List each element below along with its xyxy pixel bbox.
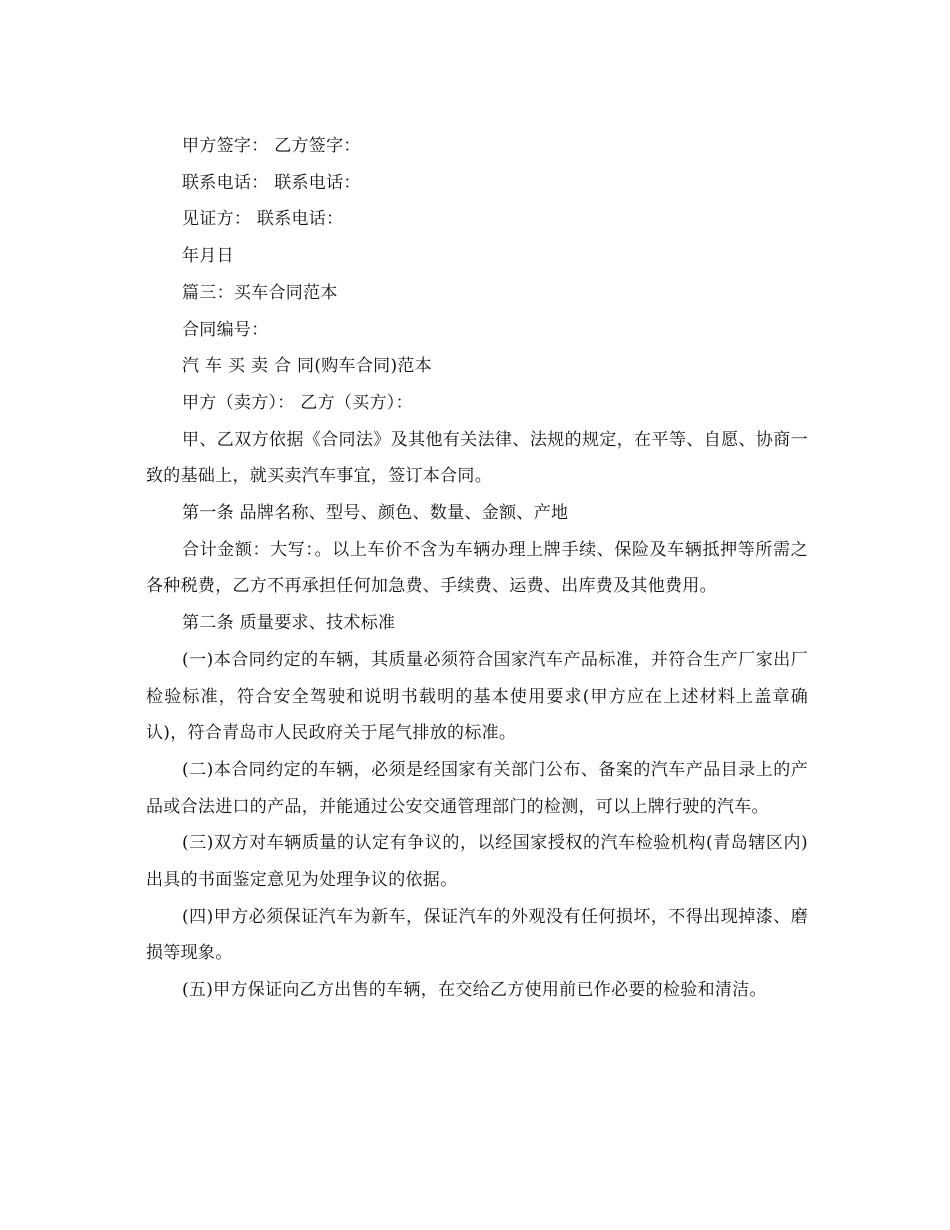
witness-line: 见证方： 联系电话： <box>182 209 344 230</box>
clause-4: (四)甲方必须保证汽车为新车，保证汽车的外观没有任何损坏，不得出现掉漆、磨损等现象。 <box>146 906 808 964</box>
clause-5: (五)甲方保证向乙方出售的车辆，在交给乙方使用前已作必要的检验和清洁。 <box>182 980 767 1001</box>
clause-3: (三)双方对车辆质量的认定有争议的，以经国家授权的汽车检验机构(青岛辖区内)出具的书面鉴定意见为处理争议的依据。 <box>146 833 808 891</box>
article-one-heading: 第一条 品牌名称、型号、颜色、数量、金额、产地 <box>182 503 569 524</box>
article-two-heading: 第二条 质量要求、技术标准 <box>182 613 396 634</box>
document-body <box>146 128 808 1009</box>
contract-title: 汽 车 买 卖 合 同(购车合同)范本 <box>182 356 432 377</box>
total-amount-paragraph: 合计金额：大写：。以上车价不含为车辆办理上牌手续、保险及车辆抵押等所需之各种税费，乙方不再承担任何加急费、手续费、运费、出库费及其他费用。 <box>146 539 808 597</box>
section-heading: 篇三：买车合同范本 <box>182 282 338 303</box>
contract-number: 合同编号： <box>182 319 269 340</box>
signature-line: 甲方签字： 乙方签字： <box>182 136 361 156</box>
date-line: 年月日 <box>182 246 234 267</box>
clause-2: (二)本合同约定的车辆，必须是经国家有关部门公布、备案的汽车产品目录上的产品或合法进口的产品，并能通过公安交通管理部门的检测，可以上牌行驶的汽车。 <box>146 759 808 817</box>
phone-line: 联系电话： 联系电话： <box>182 172 361 193</box>
preamble-paragraph: 甲、乙双方依据《合同法》及其他有关法律、法规的规定，在平等、自愿、协商一致的基础上，就买卖汽车事宜，签订本合同。 <box>146 429 808 487</box>
parties-line: 甲方（卖方）： 乙方（买方）： <box>182 392 413 413</box>
clause-1: (一)本合同约定的车辆，其质量必须符合国家汽车产品标准，并符合生产厂家出厂检验标准，符合安全驾驶和说明书载明的基本使用要求(甲方应在上述材料上盖章确认)，符合青岛市人民政府关于尾气排放的标准。 <box>146 649 808 744</box>
